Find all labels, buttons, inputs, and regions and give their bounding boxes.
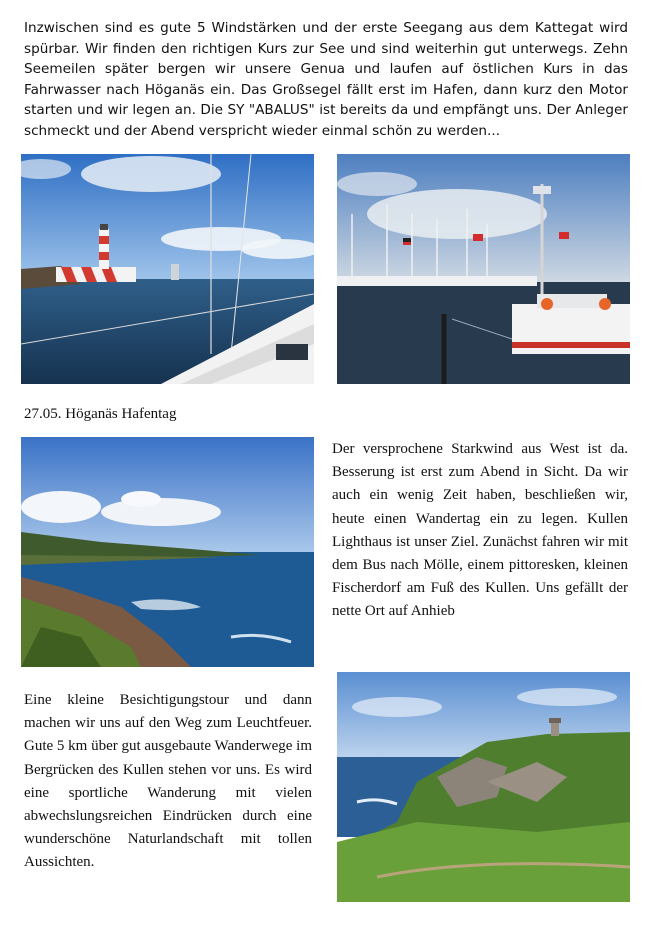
photo-coastline	[21, 437, 314, 667]
kullen-hill-image	[337, 672, 630, 902]
marina-image	[337, 154, 630, 384]
coastline-image	[21, 437, 314, 667]
photo-marina	[337, 154, 630, 384]
photo-harbour-entrance	[21, 154, 314, 384]
paragraph-hike: Eine kleine Besichtigungstour und dann machen wir uns auf den Weg zum Leuchtfeuer. Gute 5 km über gut ausgebaute Wanderwege im Bergrücken des Kullen stehen vor uns. Es wird eine sportliche Wanderung mit vielen abwechslungsreichen Eindrücken durch eine wunderschöne Naturlandschaft mit tollen Aussichten.	[24, 692, 313, 871]
section-heading: 27.05. Höganäs Hafentag	[24, 406, 177, 422]
harbour-entrance-image	[21, 154, 314, 384]
photo-kullen-hill	[337, 672, 630, 902]
paragraph-harbour-day: Der versprochene Starkwind aus West ist da. Besserung ist erst zum Abend in Sicht. Da wir auch ein wenig Zeit haben, beschließen wir, heute einen Wandertag ein zu legen. Kullen Lighthaus ist unser Ziel. Zunächst fahren wir mit dem Bus nach Mölle, einem pittoresken, kleinen Fischerdorf am Fuß des Kullen. Uns gefällt der nette Ort auf Anhieb	[332, 441, 628, 620]
intro-paragraph: Inzwischen sind es gute 5 Windstärken und der erste Seegang aus dem Kattegat wird spürbar. Wir finden den richtigen Kurs zur See und sind weiterhin gut unterwegs. Zehn Seemeilen später bergen wir unsere Genua und laufen auf östlichen Kurs in das Fahrwasser nach Höganäs ein. Das Großsegel fällt erst im Hafen, dann kurz den Motor starten und wir legen an. Die SY "ABALUS" ist bereits da und empfängt uns. Der Anleger schmeckt und der Abend verspricht wieder einmal schön zu werden...	[24, 20, 628, 139]
